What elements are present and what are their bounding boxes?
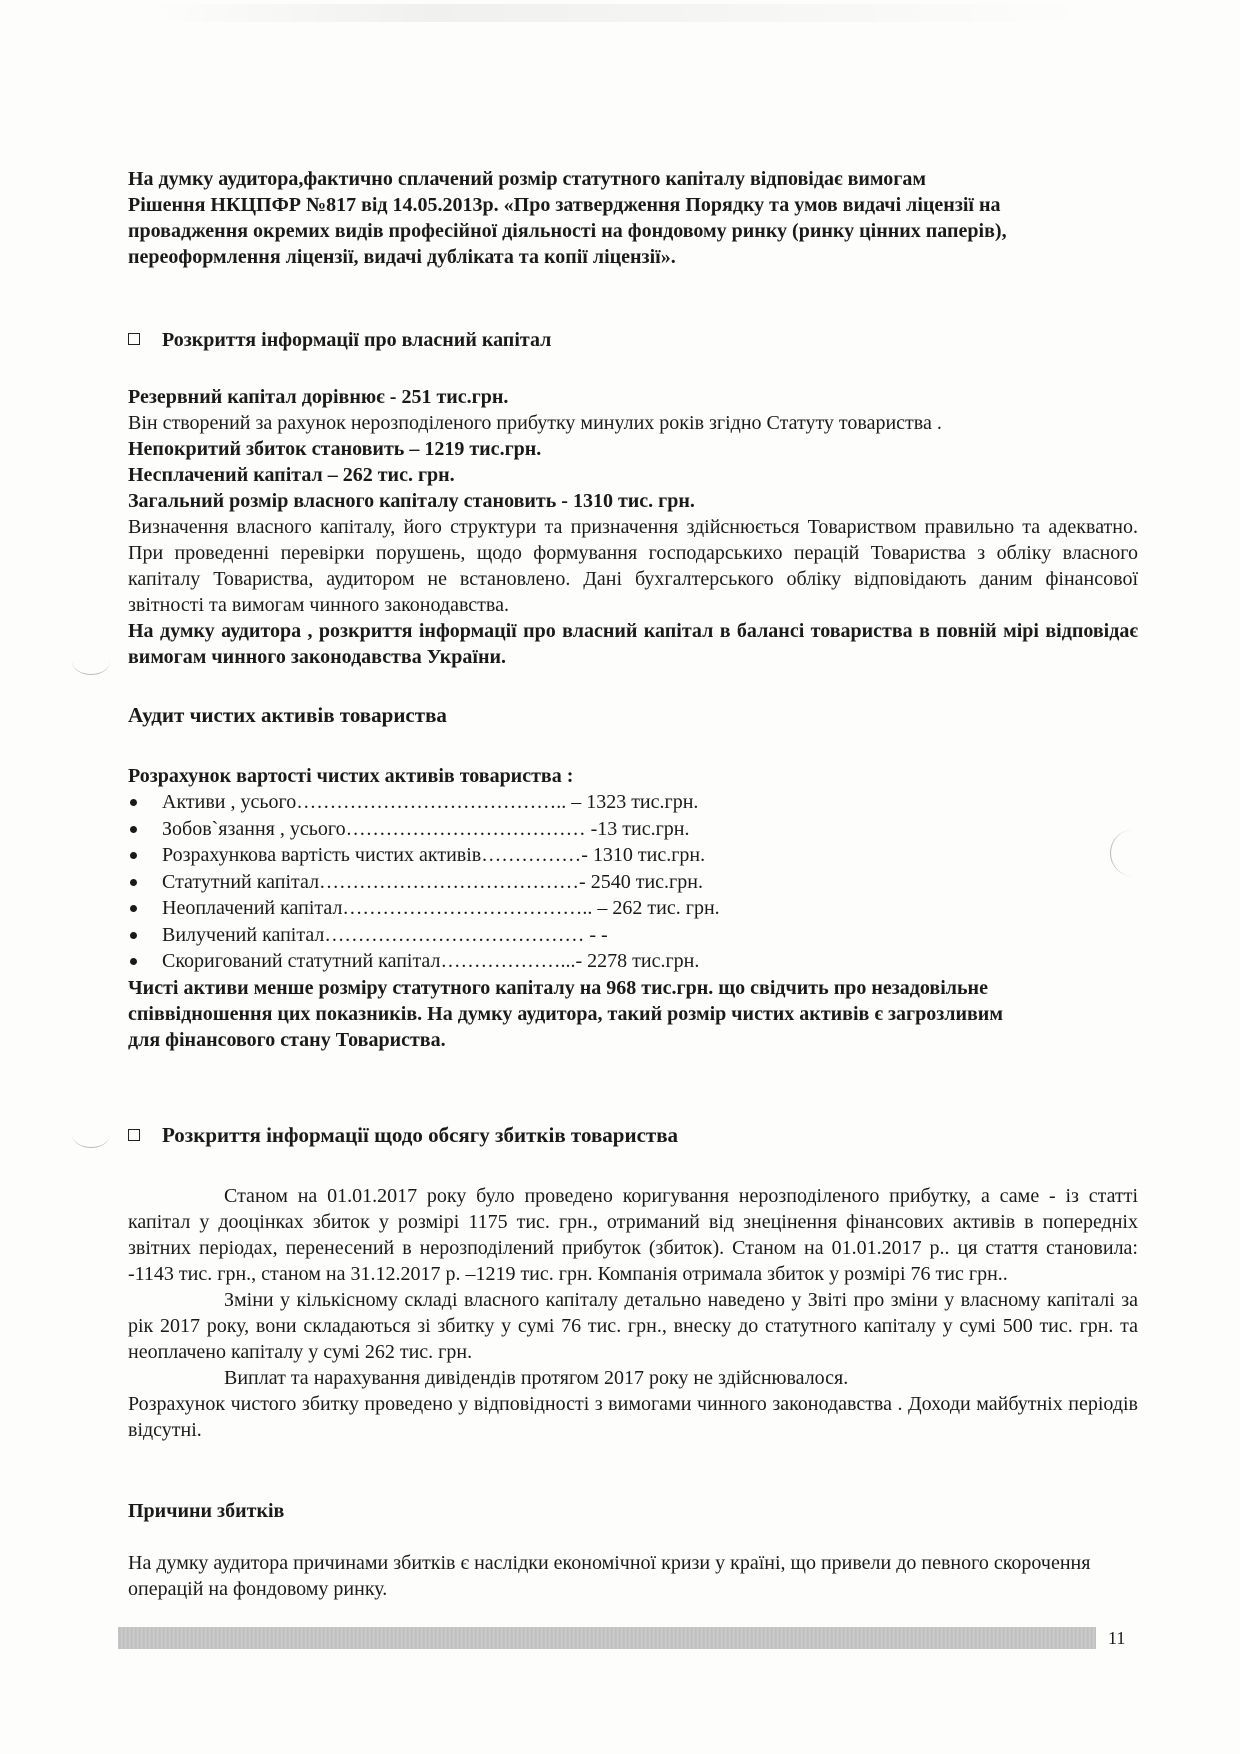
intro-line: Рішення НКЦПФР №817 від 14.05.2013р. «Про затвердження Порядку та умов видачі ліцензії на [128,194,1001,216]
list-item: Статутний капітал…………………………………- 2540 тис.грн. [128,869,1138,896]
total-equity: Загальний розмір власного капіталу становить - 1310 тис. грн. [128,490,695,512]
page-number: 11 [1108,1628,1126,1648]
intro-line: переоформлення ліцензії, видачі дубліката та копії ліцензії». [128,246,676,268]
intro-line: На думку аудитора,фактично сплачений розмір статутного капіталу відповідає вимогам [128,168,926,190]
list-item: Зобов`язання , усього……………………………… -13 тис.грн. [128,816,1138,843]
losses-block [128,1183,1138,1443]
list-item: Розрахункова вартість чистих активів……………- 1310 тис.грн. [128,842,1138,869]
checkbox-bullet-icon [128,1129,140,1141]
net-assets-conclusion-line: співвідношення цих показників. На думку аудитора, такий розмір чистих активів є загрозливим [128,1002,1003,1025]
net-assets-conclusion-line: для фінансового стану Товариства. [128,1028,446,1051]
intro-paragraph [128,166,1138,270]
causes-text: На думку аудитора причинами збитків є наслідки економічної кризи у країні, що привели до певного скорочення операцій на фондовому ринку. [128,1552,1091,1600]
list-item: Скоригований статутний капітал………………...- 2278 тис.грн. [128,948,1138,975]
reserve-note: Він створений за рахунок нерозподіленого прибутку минулих років згідно Статуту товариства . [128,412,942,434]
equity-opinion: На думку аудитора , розкриття інформації про власний капітал в балансі товариства в повній мірі відповідає вимогам чинного законодавства України. [128,620,1138,668]
section-heading-losses: Розкриття інформації щодо обсягу збитків товариства [128,1123,678,1148]
losses-paragraph-2: Зміни у кількісному складі власного капіталу детально наведено у Звіті про зміни у власному капіталі за рік 2017 року, вони складаються зі збитку у сумі 76 тис. грн., внеску до статутного капіталу у сумі 500 тис. грн. та неоплачено капіталу у сумі 262 тис. грн. [128,1289,1138,1363]
causes-block [128,1550,1128,1602]
uncovered-loss: Непокритий збиток становить – 1219 тис.грн. [128,438,542,460]
equity-block [128,384,1138,670]
net-assets-block [128,763,1138,1053]
losses-paragraph-3: Виплат та нарахування дивідендів протягом 2017 року не здійснювалося. [224,1367,849,1389]
net-assets-calc-title: Розрахунок вартості чистих активів товариства : [128,765,574,787]
scan-artifact [72,1121,110,1148]
losses-paragraph-1: Станом на 01.01.2017 року було проведено коригування нерозподіленого прибутку, а саме - із статті капітал у дооцінках збиток у розмірі 1175 тис. грн., отриманий від знецінення фінансових активів в попередніх звітних періодах, перенесений в нерозподілений прибуток (збиток). Станом на 01.01.2017 р.. ця стаття становила: -1143 тис. грн., станом на 31.12.2017 р. –1219 тис. грн. Компанія отримала збиток у розмірі 76 тис грн.. [128,1185,1138,1285]
net-assets-conclusion-line: Чисті активи менше розміру статутного капіталу на 968 тис.грн. що свідчить про незадовільне [128,976,988,999]
intro-line: провадження окремих видів професійної діяльності на фондовому ринку (ринку цінних паперів), [128,220,1007,242]
checkbox-bullet-icon [128,333,140,345]
scan-artifact [72,648,110,675]
causes-heading: Причини збитків [128,1500,285,1522]
scan-artifact [150,4,1090,22]
losses-paragraph-4: Розрахунок чистого збитку проведено у відповідності з вимогами чинного законодавства . Доходи майбутніх періодів відсутні. [128,1393,1138,1441]
section-heading-equity: Розкриття інформації про власний капітал [128,329,551,352]
equity-assessment: Визначення власного капіталу, його структури та призначення здійснюється Товариством правильно та адекватно. При проведенні перевірки порушень, щодо формування господарськихо перацій Товариства з обліку власного капіталу Товариства, аудитором не встановлено. Дані бухгалтерського обліку відповідають даним фінансової звітності та вимогам чинного законодавства. [128,516,1138,616]
list-item: Активи , усього………………………………….. – 1323 тис.грн. [128,789,1138,816]
footer-bar [118,1627,1096,1649]
unpaid-capital: Несплачений капітал – 262 тис. грн. [128,464,455,486]
list-item: Неоплачений капітал……………………………….. – 262 тис. грн. [128,895,1138,922]
net-assets-list [128,789,1138,975]
scan-artifact [1110,830,1155,876]
reserve-capital: Резервний капітал дорівнює - 251 тис.грн. [128,386,509,408]
list-item: Вилучений капітал………………………………… - - [128,922,1138,949]
section-heading-net-assets: Аудит чистих активів товариства [128,703,447,727]
